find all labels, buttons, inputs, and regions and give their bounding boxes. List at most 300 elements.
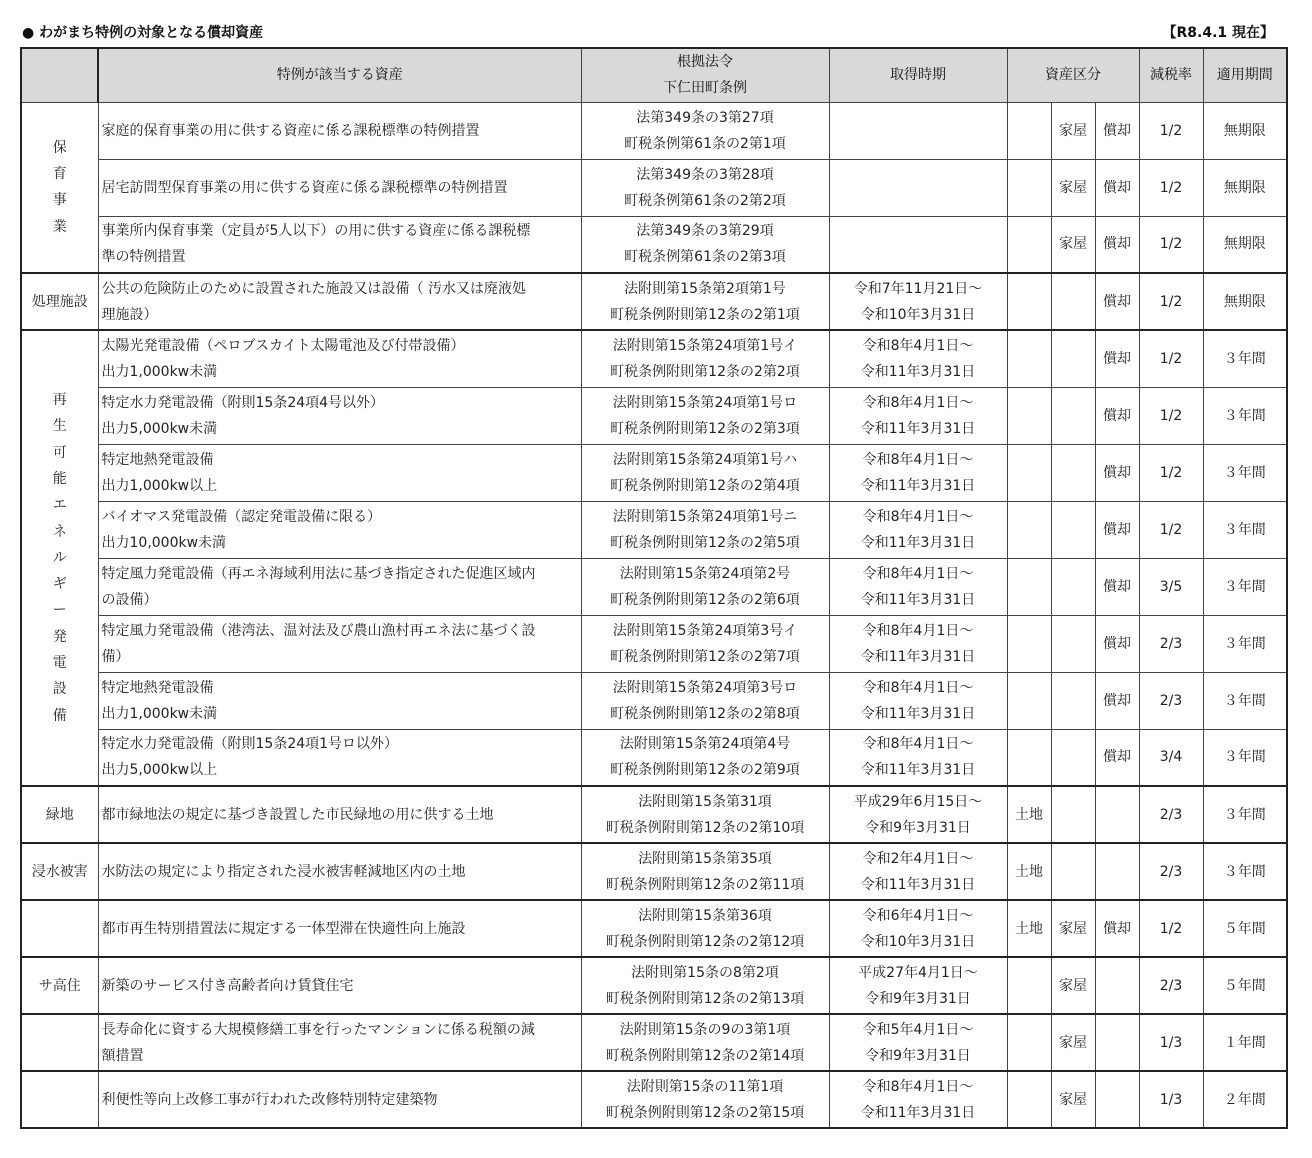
period-cell-line: 令和10年3月31日: [860, 933, 976, 950]
asset-cell-line: 太陽光発電設備（ペロブスカイト太陽電池及び付帯設備）: [101, 337, 465, 354]
class-depreciable-cell: 償却: [1095, 444, 1139, 501]
category-label: 電: [52, 655, 67, 672]
asset-cell-line: 水防法の規定により指定された浸水被害軽減地区内の土地: [101, 863, 466, 880]
law-cell: [581, 102, 829, 159]
period-cell-line: 平成29年6月15日～: [853, 793, 983, 810]
table-row: [21, 273, 1287, 330]
category-label: 能: [52, 470, 67, 487]
law-cell-line: 法第349条の3第29項: [636, 223, 774, 240]
class-depreciable-cell: 償却: [1095, 330, 1139, 387]
rate-cell: 2/3: [1139, 843, 1203, 900]
asset-cell-line: 長寿命化に資する大規模修繕工事を行ったマンションに係る税額の減: [101, 1021, 535, 1038]
special-measures-table: [20, 47, 1288, 1129]
asset-cell-line: 額措置: [101, 1047, 144, 1064]
table-row: [21, 729, 1287, 786]
class-depreciable-cell: [1095, 843, 1139, 900]
asset-cell: [98, 843, 581, 900]
table-row: [21, 786, 1287, 843]
period-cell-line: 令和11年3月31日: [860, 648, 976, 665]
period-cell-line: 令和8年4月1日～: [862, 337, 974, 354]
table-row: [21, 672, 1287, 729]
law-cell: [581, 1071, 829, 1128]
law-cell-line: 町税条例第61条の2第3項: [624, 249, 786, 266]
period-cell: [829, 387, 1007, 444]
law-cell: [581, 843, 829, 900]
class-depreciable-cell: 償却: [1095, 501, 1139, 558]
asset-cell: [98, 1071, 581, 1128]
category-label: 可: [52, 444, 67, 461]
category-label: サ高住: [38, 977, 81, 994]
rate-cell: 1/2: [1139, 501, 1203, 558]
page-title: ● わがまち特例の対象となる償却資産: [22, 25, 264, 41]
header-period: 取得時期: [829, 48, 1007, 102]
table-row: [21, 558, 1287, 615]
class-land-cell: [1007, 615, 1051, 672]
category-label: 処理施設: [31, 293, 88, 310]
class-land-cell: [1007, 273, 1051, 330]
asset-cell-line: 都市緑地法の規定に基づき設置した市民緑地の用に供する土地: [101, 806, 494, 823]
table-row: [21, 444, 1287, 501]
period-cell-line: 令和11年3月31日: [860, 477, 976, 494]
rate-cell: 1/2: [1139, 444, 1203, 501]
category-cell: [21, 786, 98, 843]
asset-cell-line: 備）: [101, 648, 130, 665]
asset-cell-line: 家庭的保育事業の用に供する資産に係る課税標準の特例措置: [101, 122, 480, 139]
law-cell-line: 町税条例附則第12条の2第13項: [605, 990, 805, 1007]
class-depreciable-cell: 償却: [1095, 672, 1139, 729]
asset-cell-line: 公共の危険防止のために設置された施設又は設備（ 汚水又は廃液処: [101, 280, 526, 297]
period-cell-line: 令和11年3月31日: [860, 363, 976, 380]
asset-cell: [98, 1014, 581, 1071]
term-cell: ３年間: [1203, 729, 1287, 786]
class-depreciable-cell: 償却: [1095, 900, 1139, 957]
law-cell-line: 町税条例附則第12条の2第8項: [610, 705, 800, 722]
period-cell-line: 令和9年3月31日: [865, 990, 971, 1007]
class-land-cell: [1007, 1071, 1051, 1128]
law-cell-line: 町税条例附則第12条の2第12項: [605, 933, 805, 950]
law-cell: [581, 444, 829, 501]
category-label: ギ: [52, 576, 67, 593]
law-cell-line: 法附則第15条第36項: [638, 907, 772, 924]
term-cell: 無期限: [1203, 216, 1287, 273]
law-cell-line: 町税条例第61条の2第1項: [624, 135, 786, 152]
period-cell-line: 令和8年4月1日～: [862, 622, 974, 639]
law-cell: [581, 786, 829, 843]
term-cell: ３年間: [1203, 387, 1287, 444]
header-rate: 減税率: [1139, 48, 1203, 102]
class-land-cell: [1007, 216, 1051, 273]
class-land-cell: [1007, 558, 1051, 615]
class-depreciable-cell: [1095, 1014, 1139, 1071]
period-cell-line: 令和11年3月31日: [860, 876, 976, 893]
category-cell: [21, 330, 98, 786]
asset-cell: [98, 957, 581, 1014]
term-cell: ３年間: [1203, 501, 1287, 558]
asset-cell: [98, 501, 581, 558]
law-cell-line: 法附則第15条第35項: [638, 850, 772, 867]
law-cell: [581, 273, 829, 330]
term-cell: ５年間: [1203, 957, 1287, 1014]
rate-cell: 1/2: [1139, 387, 1203, 444]
period-cell-line: 令和8年4月1日～: [862, 1078, 974, 1095]
period-cell-line: 平成27年4月1日～: [858, 964, 978, 981]
category-label: 事: [52, 192, 67, 209]
category-label: ー: [52, 602, 67, 619]
term-cell: ３年間: [1203, 558, 1287, 615]
law-cell-line: 法附則第15条第24項第3号イ: [612, 622, 798, 639]
table-row: [21, 330, 1287, 387]
period-cell: [829, 159, 1007, 216]
asset-cell-line: 出力1,000kw未満: [101, 705, 218, 722]
period-cell: [829, 273, 1007, 330]
period-cell-line: 令和8年4月1日～: [862, 565, 974, 582]
period-cell: [829, 843, 1007, 900]
table-row: [21, 615, 1287, 672]
table-row: [21, 1071, 1287, 1128]
table-row: [21, 1014, 1287, 1071]
class-house-cell: 家屋: [1051, 216, 1095, 273]
title-bar: [22, 22, 1286, 42]
category-label: 備: [52, 707, 67, 724]
law-cell-line: 町税条例附則第12条の2第15項: [605, 1104, 805, 1121]
rate-cell: 1/2: [1139, 900, 1203, 957]
period-cell: [829, 444, 1007, 501]
category-label: 浸水被害: [31, 863, 88, 880]
asset-cell-line: バイオマス発電設備（認定発電設備に限る）: [101, 508, 382, 525]
period-cell: [829, 216, 1007, 273]
asset-cell-line: 特定水力発電設備（附則15条24項4号以外）: [101, 394, 385, 411]
class-land-cell: [1007, 330, 1051, 387]
law-cell-line: 町税条例附則第12条の2第3項: [610, 420, 800, 437]
law-cell: [581, 558, 829, 615]
period-cell-line: 令和8年4月1日～: [862, 451, 974, 468]
class-depreciable-cell: 償却: [1095, 558, 1139, 615]
asset-cell-line: 特定風力発電設備（再エネ海域利用法に基づき指定された促進区域内: [101, 565, 536, 582]
law-cell: [581, 957, 829, 1014]
period-cell: [829, 102, 1007, 159]
category-label: 育: [52, 165, 67, 182]
law-cell-line: 法附則第15条第24項第2号: [619, 565, 791, 582]
term-cell: １年間: [1203, 1014, 1287, 1071]
law-cell: [581, 672, 829, 729]
period-cell: [829, 957, 1007, 1014]
period-cell-line: 令和10年3月31日: [860, 306, 976, 323]
class-house-cell: 家屋: [1051, 957, 1095, 1014]
law-cell-line: 町税条例第61条の2第2項: [624, 192, 786, 209]
asset-cell-line: 出力10,000kw未満: [101, 534, 227, 551]
header-law: [581, 48, 829, 102]
period-cell-line: 令和8年4月1日～: [862, 394, 974, 411]
category-label: 業: [52, 218, 67, 235]
category-cell: [21, 1071, 98, 1128]
law-cell-line: 町税条例附則第12条の2第11項: [605, 876, 805, 893]
class-depreciable-cell: [1095, 1071, 1139, 1128]
category-cell: [21, 1014, 98, 1071]
asset-cell: [98, 273, 581, 330]
law-cell-line: 町税条例附則第12条の2第9項: [610, 762, 800, 779]
class-land-cell: [1007, 501, 1051, 558]
law-cell: [581, 900, 829, 957]
class-land-cell: [1007, 957, 1051, 1014]
asset-cell: [98, 444, 581, 501]
header-term: 適用期間: [1203, 48, 1287, 102]
class-house-cell: [1051, 843, 1095, 900]
class-land-cell: [1007, 387, 1051, 444]
period-cell-line: 令和8年4月1日～: [862, 508, 974, 525]
class-house-cell: [1051, 444, 1095, 501]
period-cell-line: 令和9年3月31日: [865, 1047, 971, 1064]
law-cell-line: 法附則第15条第24項第1号ハ: [612, 451, 798, 468]
period-cell: [829, 672, 1007, 729]
asset-cell-line: の設備）: [101, 591, 158, 608]
class-depreciable-cell: 償却: [1095, 729, 1139, 786]
header-category: [21, 48, 98, 102]
class-house-cell: [1051, 273, 1095, 330]
class-land-cell: [1007, 159, 1051, 216]
class-depreciable-cell: 償却: [1095, 615, 1139, 672]
asset-cell-line: 出力1,000kw未満: [101, 363, 218, 380]
asset-cell: [98, 786, 581, 843]
law-cell-line: 法附則第15条第24項第4号: [619, 736, 791, 753]
term-cell: ３年間: [1203, 330, 1287, 387]
law-cell: [581, 501, 829, 558]
class-house-cell: 家屋: [1051, 900, 1095, 957]
table-row: [21, 159, 1287, 216]
law-cell: [581, 729, 829, 786]
asset-cell-line: 特定地熱発電設備: [101, 451, 214, 468]
law-cell: [581, 615, 829, 672]
law-cell-line: 法附則第15条第31項: [638, 793, 772, 810]
asset-cell: [98, 159, 581, 216]
law-cell-line: 法第349条の3第27項: [636, 109, 774, 126]
law-cell-line: 法附則第15条の8第2項: [631, 964, 779, 981]
period-cell: [829, 615, 1007, 672]
period-cell: [829, 558, 1007, 615]
asset-cell-line: 新築のサービス付き高齢者向け賃貸住宅: [101, 977, 354, 994]
asset-cell-line: 特定地熱発電設備: [101, 679, 214, 696]
asset-cell-line: 事業所内保育事業（定員が5人以下）の用に供する資産に係る課税標: [101, 223, 531, 240]
category-label: ル: [52, 549, 67, 566]
period-cell-line: 令和5年4月1日～: [862, 1021, 974, 1038]
header-law-line2: 下仁田町条例: [663, 80, 747, 97]
rate-cell: 1/2: [1139, 102, 1203, 159]
asset-cell-line: 理施設）: [101, 306, 158, 323]
category-label: 発: [52, 628, 67, 645]
table-row: [21, 102, 1287, 159]
class-land-cell: 土地: [1007, 843, 1051, 900]
rate-cell: 2/3: [1139, 957, 1203, 1014]
asset-cell: [98, 102, 581, 159]
category-cell: [21, 102, 98, 273]
law-cell-line: 法第349条の3第28項: [636, 166, 774, 183]
period-cell-line: 令和8年4月1日～: [862, 679, 974, 696]
rate-cell: 3/5: [1139, 558, 1203, 615]
table-header-row: [21, 48, 1287, 102]
class-depreciable-cell: 償却: [1095, 216, 1139, 273]
period-cell: [829, 729, 1007, 786]
term-cell: ３年間: [1203, 786, 1287, 843]
asset-cell-line: 利便性等向上改修工事が行われた改修特別特定建築物: [101, 1091, 438, 1108]
asset-cell-line: 出力5,000kw以上: [101, 762, 218, 779]
table-row: [21, 501, 1287, 558]
class-house-cell: 家屋: [1051, 1014, 1095, 1071]
period-cell-line: 令和7年11月21日～: [853, 280, 983, 297]
class-depreciable-cell: 償却: [1095, 387, 1139, 444]
period-cell: [829, 501, 1007, 558]
period-cell: [829, 1014, 1007, 1071]
category-label: 再: [52, 392, 67, 409]
asset-cell-line: 特定風力発電設備（港湾法、温対法及び農山漁村再エネ法に基づく設: [101, 622, 536, 639]
category-label: 緑地: [45, 806, 74, 823]
law-cell-line: 法附則第15条第24項第3号ロ: [612, 679, 798, 696]
class-depreciable-cell: 償却: [1095, 273, 1139, 330]
rate-cell: 1/2: [1139, 159, 1203, 216]
table-row: [21, 387, 1287, 444]
class-house-cell: [1051, 615, 1095, 672]
class-house-cell: [1051, 729, 1095, 786]
period-cell: [829, 900, 1007, 957]
class-land-cell: [1007, 102, 1051, 159]
category-label: 設: [52, 681, 67, 698]
class-depreciable-cell: 償却: [1095, 102, 1139, 159]
rate-cell: 2/3: [1139, 672, 1203, 729]
law-cell-line: 法附則第15条第24項第1号ニ: [612, 508, 798, 525]
table-row: [21, 900, 1287, 957]
table-row: [21, 216, 1287, 273]
period-cell: [829, 1071, 1007, 1128]
table-body: [21, 102, 1287, 1128]
header-asset: 特例が該当する資産: [98, 48, 581, 102]
class-house-cell: 家屋: [1051, 102, 1095, 159]
class-house-cell: [1051, 501, 1095, 558]
asset-cell: [98, 216, 581, 273]
law-cell-line: 町税条例附則第12条の2第6項: [610, 591, 800, 608]
period-cell-line: 令和11年3月31日: [860, 1104, 976, 1121]
category-cell: [21, 957, 98, 1014]
rate-cell: 3/4: [1139, 729, 1203, 786]
rate-cell: 1/3: [1139, 1014, 1203, 1071]
period-cell: [829, 786, 1007, 843]
asset-cell-line: 準の特例措置: [101, 249, 186, 266]
table-row: [21, 957, 1287, 1014]
term-cell: ３年間: [1203, 843, 1287, 900]
law-cell-line: 町税条例附則第12条の2第2項: [610, 363, 800, 380]
law-cell-line: 町税条例附則第12条の2第1項: [610, 306, 800, 323]
period-cell-line: 令和11年3月31日: [860, 705, 976, 722]
class-land-cell: 土地: [1007, 900, 1051, 957]
law-cell: [581, 387, 829, 444]
category-cell: [21, 900, 98, 957]
header-law-line1: 根拠法令: [677, 54, 733, 71]
class-land-cell: [1007, 672, 1051, 729]
table-row: [21, 843, 1287, 900]
period-cell: [829, 330, 1007, 387]
category-cell: [21, 843, 98, 900]
asset-cell: [98, 672, 581, 729]
period-cell-line: 令和2年4月1日～: [862, 850, 974, 867]
term-cell: ３年間: [1203, 672, 1287, 729]
term-cell: ３年間: [1203, 615, 1287, 672]
category-label: 保: [52, 139, 67, 156]
rate-cell: 1/3: [1139, 1071, 1203, 1128]
law-cell: [581, 1014, 829, 1071]
period-cell-line: 令和11年3月31日: [860, 762, 976, 779]
period-cell-line: 令和9年3月31日: [865, 819, 971, 836]
class-depreciable-cell: 償却: [1095, 159, 1139, 216]
asset-cell: [98, 615, 581, 672]
term-cell: ５年間: [1203, 900, 1287, 957]
asset-cell-line: 出力1,000kw以上: [101, 477, 218, 494]
law-cell-line: 町税条例附則第12条の2第14項: [605, 1047, 805, 1064]
as-of-date: 【R8.4.1 現在】: [1162, 25, 1274, 41]
class-land-cell: 土地: [1007, 786, 1051, 843]
asset-cell-line: 特定水力発電設備（附則15条24項1号ロ以外）: [101, 736, 399, 753]
law-cell: [581, 330, 829, 387]
asset-cell-line: 居宅訪問型保育事業の用に供する資産に係る課税標準の特例措置: [101, 179, 508, 196]
rate-cell: 2/3: [1139, 786, 1203, 843]
asset-cell-line: 都市再生特別措置法に規定する一体型滞在快適性向上施設: [101, 920, 466, 937]
asset-cell-line: 出力5,000kw未満: [101, 420, 218, 437]
period-cell-line: 令和11年3月31日: [860, 534, 976, 551]
law-cell-line: 法附則第15条の9の3第1項: [619, 1021, 791, 1038]
law-cell-line: 法附則第15条の11第1項: [626, 1078, 784, 1095]
term-cell: 無期限: [1203, 102, 1287, 159]
period-cell-line: 令和11年3月31日: [860, 591, 976, 608]
law-cell-line: 町税条例附則第12条の2第7項: [610, 648, 800, 665]
class-house-cell: [1051, 558, 1095, 615]
category-label: エ: [52, 497, 67, 514]
class-house-cell: [1051, 387, 1095, 444]
law-cell: [581, 216, 829, 273]
rate-cell: 1/2: [1139, 216, 1203, 273]
class-house-cell: 家屋: [1051, 159, 1095, 216]
law-cell: [581, 159, 829, 216]
period-cell-line: 令和6年4月1日～: [862, 907, 974, 924]
category-label: ネ: [52, 523, 67, 540]
class-depreciable-cell: [1095, 957, 1139, 1014]
header-class: 資産区分: [1007, 48, 1139, 102]
asset-cell: [98, 900, 581, 957]
class-land-cell: [1007, 1014, 1051, 1071]
class-land-cell: [1007, 444, 1051, 501]
term-cell: ３年間: [1203, 444, 1287, 501]
rate-cell: 2/3: [1139, 615, 1203, 672]
law-cell-line: 法附則第15条第2項第1号: [624, 280, 786, 297]
rate-cell: 1/2: [1139, 273, 1203, 330]
period-cell-line: 令和8年4月1日～: [862, 736, 974, 753]
class-house-cell: [1051, 672, 1095, 729]
asset-cell: [98, 558, 581, 615]
asset-cell: [98, 387, 581, 444]
class-depreciable-cell: [1095, 786, 1139, 843]
class-land-cell: [1007, 729, 1051, 786]
category-cell: [21, 273, 98, 330]
law-cell-line: 町税条例附則第12条の2第4項: [610, 477, 800, 494]
category-label: 生: [52, 418, 67, 435]
law-cell-line: 町税条例附則第12条の2第10項: [605, 819, 805, 836]
class-house-cell: [1051, 330, 1095, 387]
law-cell-line: 町税条例附則第12条の2第5項: [610, 534, 800, 551]
asset-cell: [98, 729, 581, 786]
asset-cell: [98, 330, 581, 387]
rate-cell: 1/2: [1139, 330, 1203, 387]
term-cell: 無期限: [1203, 159, 1287, 216]
class-house-cell: [1051, 786, 1095, 843]
term-cell: ２年間: [1203, 1071, 1287, 1128]
class-house-cell: 家屋: [1051, 1071, 1095, 1128]
period-cell-line: 令和11年3月31日: [860, 420, 976, 437]
law-cell-line: 法附則第15条第24項第1号ロ: [612, 394, 798, 411]
